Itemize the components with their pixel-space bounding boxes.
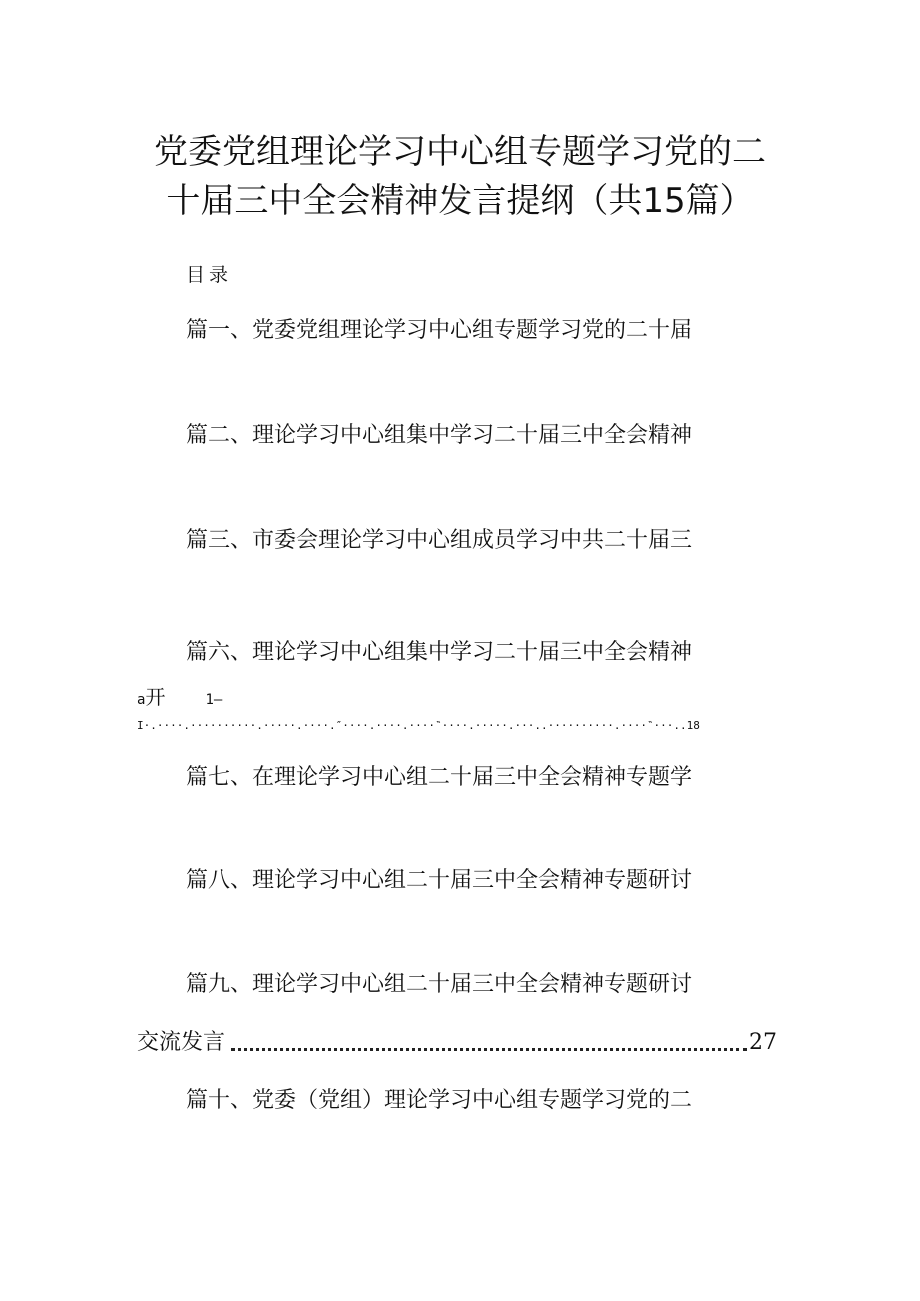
garbled-small-a: a [137,692,146,708]
toc-entry-1[interactable]: 篇一、党委党组理论学习中心组专题学习党的二十届 [186,318,693,343]
leader-dots [231,1048,747,1051]
continuation-text: 交流发言 [137,1030,226,1055]
toc-entry-9-continuation[interactable] [137,1028,777,1058]
toc-entry-8[interactable]: 篇八、理论学习中心组二十届三中全会精神专题研讨 [186,868,693,893]
garbled-text-row [137,685,223,709]
garbled-mark: 1— [205,692,223,708]
toc-entry-2[interactable]: 篇二、理论学习中心组集中学习二十届三中全会精神 [186,423,693,448]
toc-entry-6[interactable]: 篇六、理论学习中心组集中学习二十届三中全会精神 [186,640,693,665]
page-number: 27 [749,1030,777,1055]
toc-label: 目录 [186,264,233,286]
toc-entry-9[interactable]: 篇九、理论学习中心组二十届三中全会精神专题研讨 [186,972,693,997]
toc-entry-7[interactable]: 篇七、在理论学习中心组二十届三中全会精神专题学 [186,765,693,790]
document-title-line-2: 十届三中全会精神发言提纲（共15篇） [166,181,754,221]
toc-entry-3[interactable]: 篇三、市委会理论学习中心组成员学习中共二十届三 [186,528,693,553]
garbled-glyph: 开 [145,685,166,709]
document-title-line-1: 党委党组理论学习中心组专题学习党的二 [154,132,766,172]
toc-entry-10[interactable]: 篇十、党委（党组）理论学习中心组专题学习党的二 [186,1088,693,1113]
garbled-leader-dots: I·.····.··········.·····.····.″····.····.····‶····.·····.···..··········.····‶···..18 [137,719,700,732]
